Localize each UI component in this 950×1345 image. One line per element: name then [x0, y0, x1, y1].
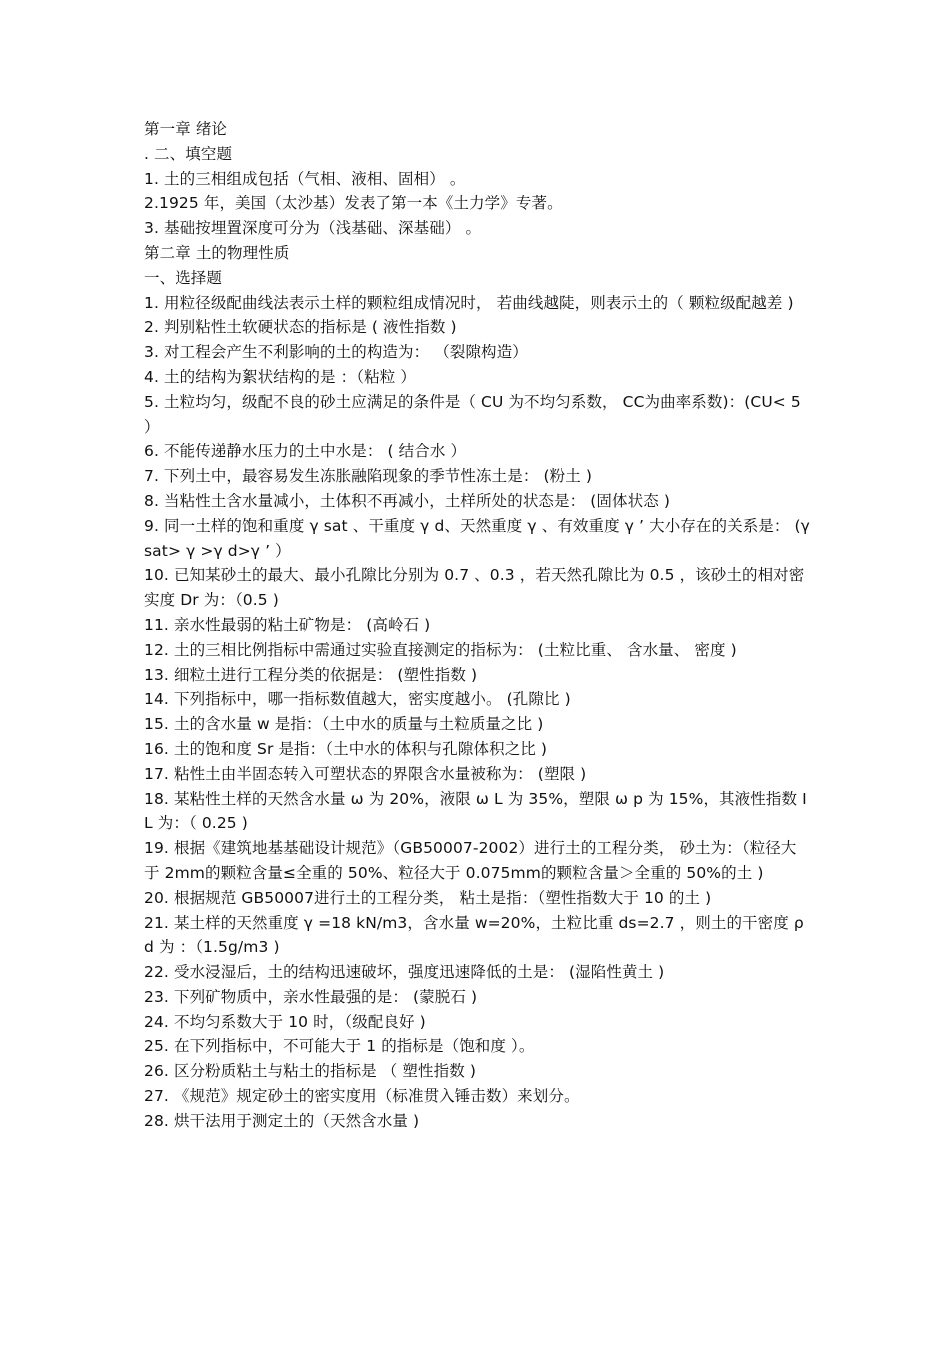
- choice-item-17: 17. 粘性土由半固态转入可塑状态的界限含水量被称为： (塑限 ): [144, 764, 587, 783]
- choice-item-26: 26. 区分粉质粘土与粘土的指标是 （ 塑性指数 ): [144, 1062, 477, 1081]
- choice-item-18: 18. 某粘性土样的天然含水量 ω 为 20%，液限 ω L 为 35%，塑限 ω p 为 15%，其液性指数 IL 为：（ 0.25 ): [144, 789, 807, 833]
- section-choice-heading: 一、选择题: [144, 268, 223, 287]
- choice-item-12: 12. 土的三相比例指标中需通过实验直接测定的指标为： (土粒比重、 含水量、 密度 ): [144, 640, 737, 659]
- choice-item-23: 23. 下列矿物质中，亲水性最强的是： (蒙脱石 ): [144, 987, 478, 1006]
- choice-item-16: 16. 土的饱和度 Sr 是指：（土中水的体积与孔隙体积之比 ): [144, 739, 548, 758]
- choice-item-1: 1. 用粒径级配曲线法表示土样的颗粒组成情况时， 若曲线越陡，则表示土的（ 颗粒级配越差 ): [144, 293, 794, 312]
- section-fill-in-heading: . 二、填空题: [144, 144, 233, 163]
- choice-item-25: 25. 在下列指标中，不可能大于 1 的指标是（饱和度 ）。: [144, 1037, 535, 1056]
- choice-item-3: 3. 对工程会产生不利影响的土的构造为： （裂隙构造）: [144, 343, 528, 362]
- choice-item-11: 11. 亲水性最弱的粘土矿物是： (高岭石 ): [144, 615, 431, 634]
- choice-item-19: 19. 根据《建筑地基基础设计规范》（GB50007-2002）进行土的工程分类， 砂土为：（粒径大于 2mm的颗粒含量≤全重的 50%、粒径大于 0.075mm的颗粒含量＞全重的 50%的土 ): [144, 839, 797, 882]
- choice-item-2: 2. 判别粘性土软硬状态的指标是 ( 液性指数 ): [144, 318, 457, 337]
- document-body: [144, 117, 812, 1134]
- choice-item-27: 27. 《规范》规定砂土的密实度用（标准贯入锤击数）来划分。: [144, 1087, 580, 1106]
- choice-item-13: 13. 细粒土进行工程分类的依据是： (塑性指数 ): [144, 665, 478, 684]
- choice-item-8: 8. 当粘性土含水量减小，土体积不再减小，土样所处的状态是： (固体状态 ): [144, 491, 670, 510]
- choice-item-14: 14. 下列指标中，哪一指标数值越大，密实度越小。 (孔隙比 ): [144, 690, 571, 709]
- choice-item-22: 22. 受水浸湿后，土的结构迅速破坏，强度迅速降低的土是： (湿陷性黄土 ): [144, 963, 665, 982]
- chapter-1-heading: 第一章 绪论: [144, 120, 228, 138]
- choice-item-28: 28. 烘干法用于测定土的（天然含水量 ): [144, 1111, 420, 1130]
- choice-item-10: 10. 已知某砂土的最大、最小孔隙比分别为 0.7 、0.3 ，若天然孔隙比为 0.5 ，该砂土的相对密实度 Dr 为：（0.5 ): [144, 566, 805, 610]
- choice-item-4: 4. 土的结构为絮状结构的是 ：（粘粒 ）: [144, 367, 416, 386]
- chapter-2-heading: 第二章 土的物理性质: [144, 243, 290, 262]
- fill-item-3: 3. 基础按埋置深度可分为（浅基础、深基础） 。: [144, 219, 482, 238]
- choice-item-7: 7. 下列土中，最容易发生冻胀融陷现象的季节性冻土是： (粉土 ): [144, 467, 592, 486]
- fill-item-2: 2.1925 年，美国（太沙基）发表了第一本《土力学》专著。: [144, 194, 563, 213]
- choice-item-21: 21. 某土样的天然重度 γ =18 kN/m3，含水量 w=20%，土粒比重 ds=2.7 ，则土的干密度 ρ d 为 ：（1.5g/m3 ): [144, 913, 804, 957]
- choice-item-9: 9. 同一土样的饱和重度 γ sat 、干重度 γ d、天然重度 γ 、有效重度 γ ’ 大小存在的关系是： (γ sat> γ >γ d>γ ’ ）: [144, 516, 810, 560]
- choice-item-24: 24. 不均匀系数大于 10 时，（级配良好 ): [144, 1012, 426, 1031]
- choice-item-5: 5. 土粒均匀，级配不良的砂土应满足的条件是（ CU 为不均匀系数， CC为曲率系数)：(CU< 5 ）: [144, 392, 801, 436]
- choice-item-20: 20. 根据规范 GB50007进行土的工程分类， 粘土是指：（塑性指数大于 10 的土 ): [144, 888, 712, 907]
- fill-item-1: 1. 土的三相组成包括（气相、液相、固相） 。: [144, 169, 466, 188]
- choice-item-15: 15. 土的含水量 w 是指：（土中水的质量与土粒质量之比 ): [144, 715, 544, 734]
- choice-item-6: 6. 不能传递静水压力的土中水是： ( 结合水 ）: [144, 442, 467, 461]
